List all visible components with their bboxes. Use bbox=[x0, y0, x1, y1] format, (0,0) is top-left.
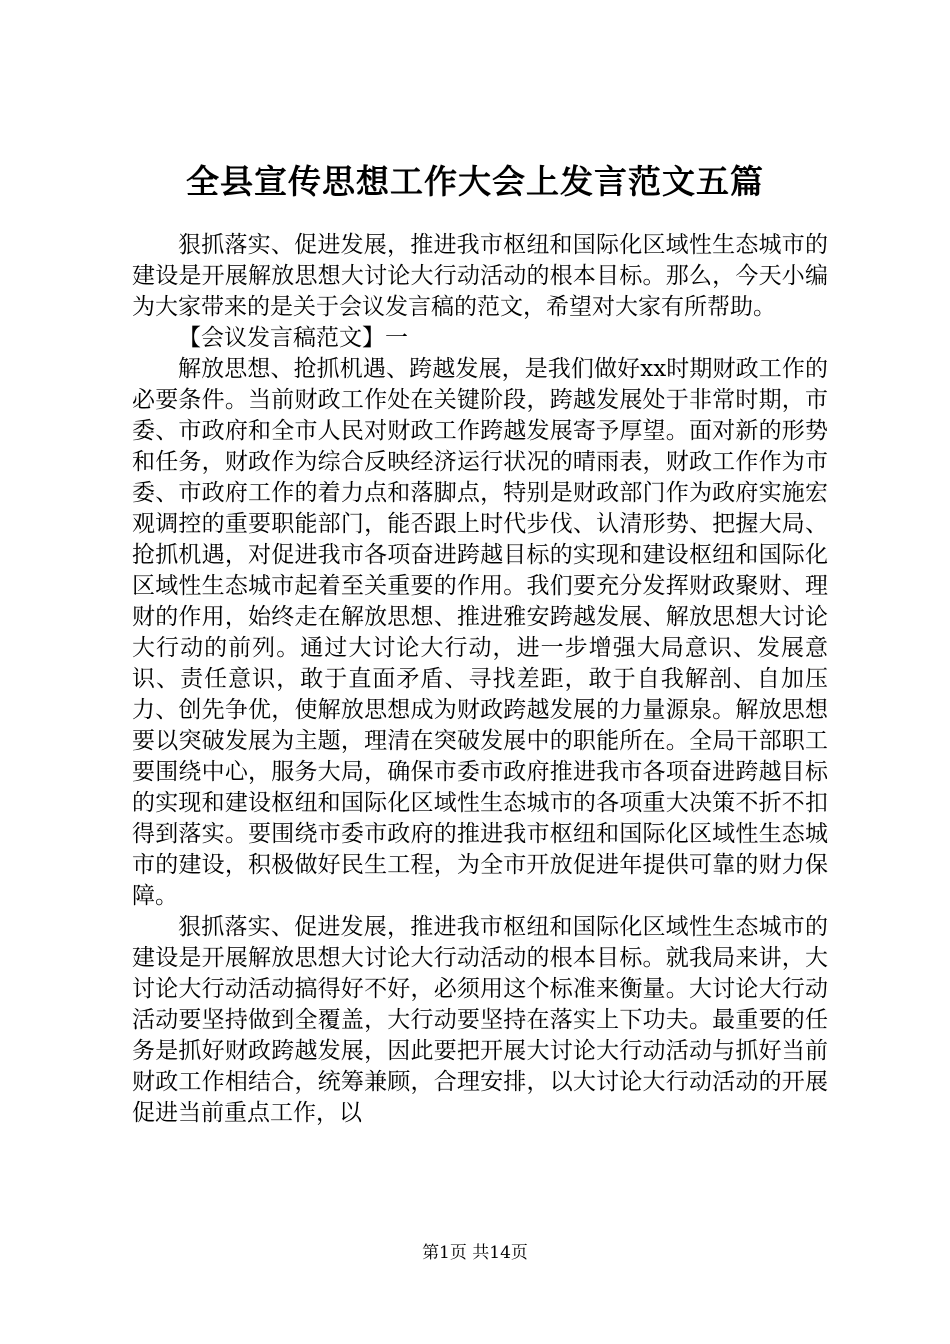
paragraph-body-2: 狠抓落实、促进发展，推进我市枢纽和国际化区域性生态城市的建设是开展解放思想大讨论大行动活动的根本目标。就我局来讲，大讨论大行动活动搞得好不好，必须用这个标准来衡量。大讨论大行动活动要坚持做到全覆盖，大行动要坚持在落实上下功夫。最重要的任务是抓好财政跨越发展，因此要把开展大讨论大行动活动与抓好当前财政工作相结合，统筹兼顾，合理安排，以大讨论大行动活动的开展促进当前重点工作，以 bbox=[132, 914, 828, 1126]
paragraph-body-1: 解放思想、抢抓机遇、跨越发展，是我们做好xx时期财政工作的必要条件。当前财政工作处在关键阶段，跨越发展处于非常时期，市委、市政府和全市人民对财政工作跨越发展寄予厚望。面对新的形势和任务，财政作为综合反映经济运行状况的晴雨表，财政工作作为市委、市政府工作的着力点和落脚点，特别是财政部门作为政府实施宏观调控的重要职能部门，能否跟上时代步伐、认清形势、把握大局、抢抓机遇，对促进我市各项奋进跨越目标的实现和建设枢纽和国际化区域性生态城市起着至关重要的作用。我们要充分发挥财政聚财、理财的作用，始终走在解放思想、推进雅安跨越发展、解放思想大讨论大行动的前列。通过大讨论大行动，进一步增强大局意识、发展意识、责任意识，敢于直面矛盾、寻找差距，敢于自我解剖、自加压力、创先争优，使解放思想成为财政跨越发展的力量源泉。解放思想要以突破发展为主题，理清在突破发展中的职能所在。全局干部职工要围绕中心，服务大局，确保市委市政府推进我市各项奋进跨越目标的实现和建设枢纽和国际化区域性生态城市的各项重大决策不折不扣得到落实。要围绕市委市政府的推进我市枢纽和国际化区域性生态城市的建设，积极做好民生工程，为全市开放促进年提供可靠的财力保障。 bbox=[132, 356, 828, 909]
paragraph-heading-one: 【会议发言稿范文】一 bbox=[178, 325, 408, 351]
paragraph-intro: 狠抓落实、促进发展，推进我市枢纽和国际化区域性生态城市的建设是开展解放思想大讨论大行动活动的根本目标。那么，今天小编为大家带来的是关于会议发言稿的范文，希望对大家有所帮助。 bbox=[132, 232, 828, 320]
document-title: 全县宣传思想工作大会上发言范文五篇 bbox=[186, 162, 764, 201]
page-number-footer: 第1页 共14页 bbox=[422, 1243, 528, 1263]
document-body bbox=[132, 230, 828, 1129]
